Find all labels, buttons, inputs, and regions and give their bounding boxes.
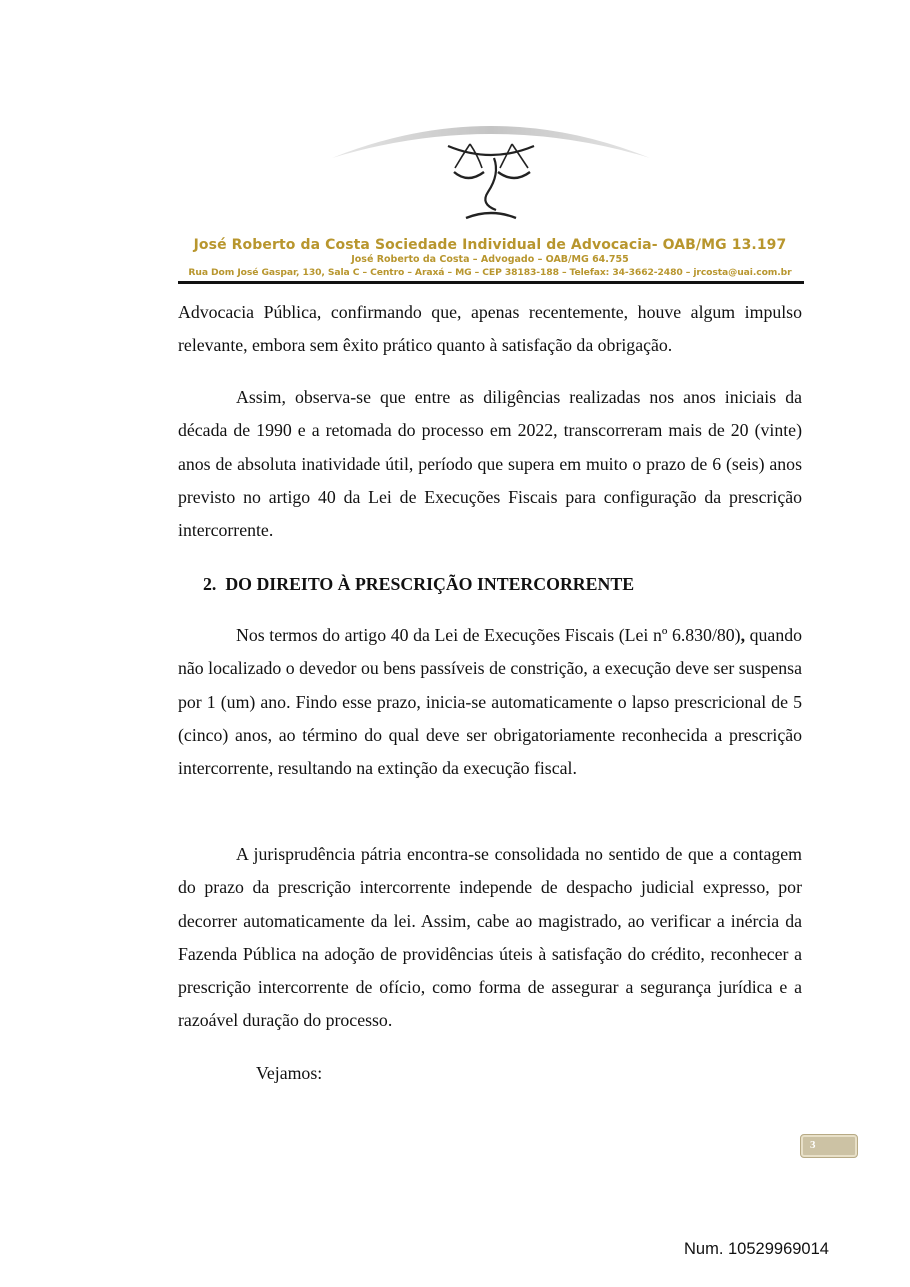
- vejamos-line: Vejamos:: [256, 1063, 323, 1083]
- header-divider: [178, 281, 804, 284]
- firm-address: Rua Dom José Gaspar, 130, Sala C – Centro – Araxá – MG – CEP 38183-188 – Telefax: 34-3662-2480 – jrcosta@uai.com.br: [188, 267, 792, 278]
- paragraph-4: A jurisprudência pátria encontra-se consolidada no sentido de que a contagem do prazo da prescrição intercorrente independe de despacho judicial expresso, por decorrer automaticamente da lei. Assim, cabe ao magistrado, ao verificar a inércia da Fazenda Pública na adoção de providências úteis à satisfação do crédito, reconhecer a prescrição intercorrente de ofício, como forma de assegurar a segurança jurídica e a razoável duração do processo.: [178, 844, 802, 1031]
- section-heading-number: 2.: [203, 574, 217, 594]
- paragraph-3-body: quando não localizado o devedor ou bens passíveis de constrição, a execução deve ser suspensa por 1 (um) ano. Findo esse prazo, inicia-se automaticamente o lapso prescricional de 5 (cinco) anos, ao término do qual deve ser obrigatoriamente reconhecida a prescrição intercorrente, resultando na extinção da execução fiscal.: [178, 625, 802, 779]
- paragraph-2: Assim, observa-se que entre as diligências realizadas nos anos iniciais da década de 1990 e a retomada do processo em 2022, transcorreram mais de 20 (vinte) anos de absoluta inatividade útil, período que supera em muito o prazo de 6 (seis) anos previsto no artigo 40 da Lei de Execuções Fiscais para configuração da prescrição intercorrente.: [178, 387, 802, 541]
- paragraph-3-comma: ,: [740, 625, 746, 645]
- firm-name: José Roberto da Costa Sociedade Individual de Advocacia- OAB/MG 13.197: [193, 237, 787, 253]
- scales-of-justice-logo: [330, 112, 652, 228]
- paragraph-1: Advocacia Pública, confirmando que, apenas recentemente, houve algum impulso relevante, embora sem êxito prático quanto à satisfação da obrigação.: [178, 302, 802, 356]
- paragraph-3-law-reference: Nos termos do artigo 40 da Lei de Execuções Fiscais (Lei nº 6.830/80): [236, 625, 741, 645]
- page-number: 3: [810, 1139, 816, 1151]
- section-heading-text: DO DIREITO À PRESCRIÇÃO INTERCORRENTE: [225, 574, 635, 594]
- document-number: Num. 10529969014: [684, 1240, 829, 1258]
- lawyer-name: José Roberto da Costa – Advogado – OAB/MG 64.755: [351, 254, 629, 265]
- page-number-badge: [800, 1134, 858, 1158]
- paragraph-3: [178, 619, 802, 785]
- section-heading: [203, 568, 634, 601]
